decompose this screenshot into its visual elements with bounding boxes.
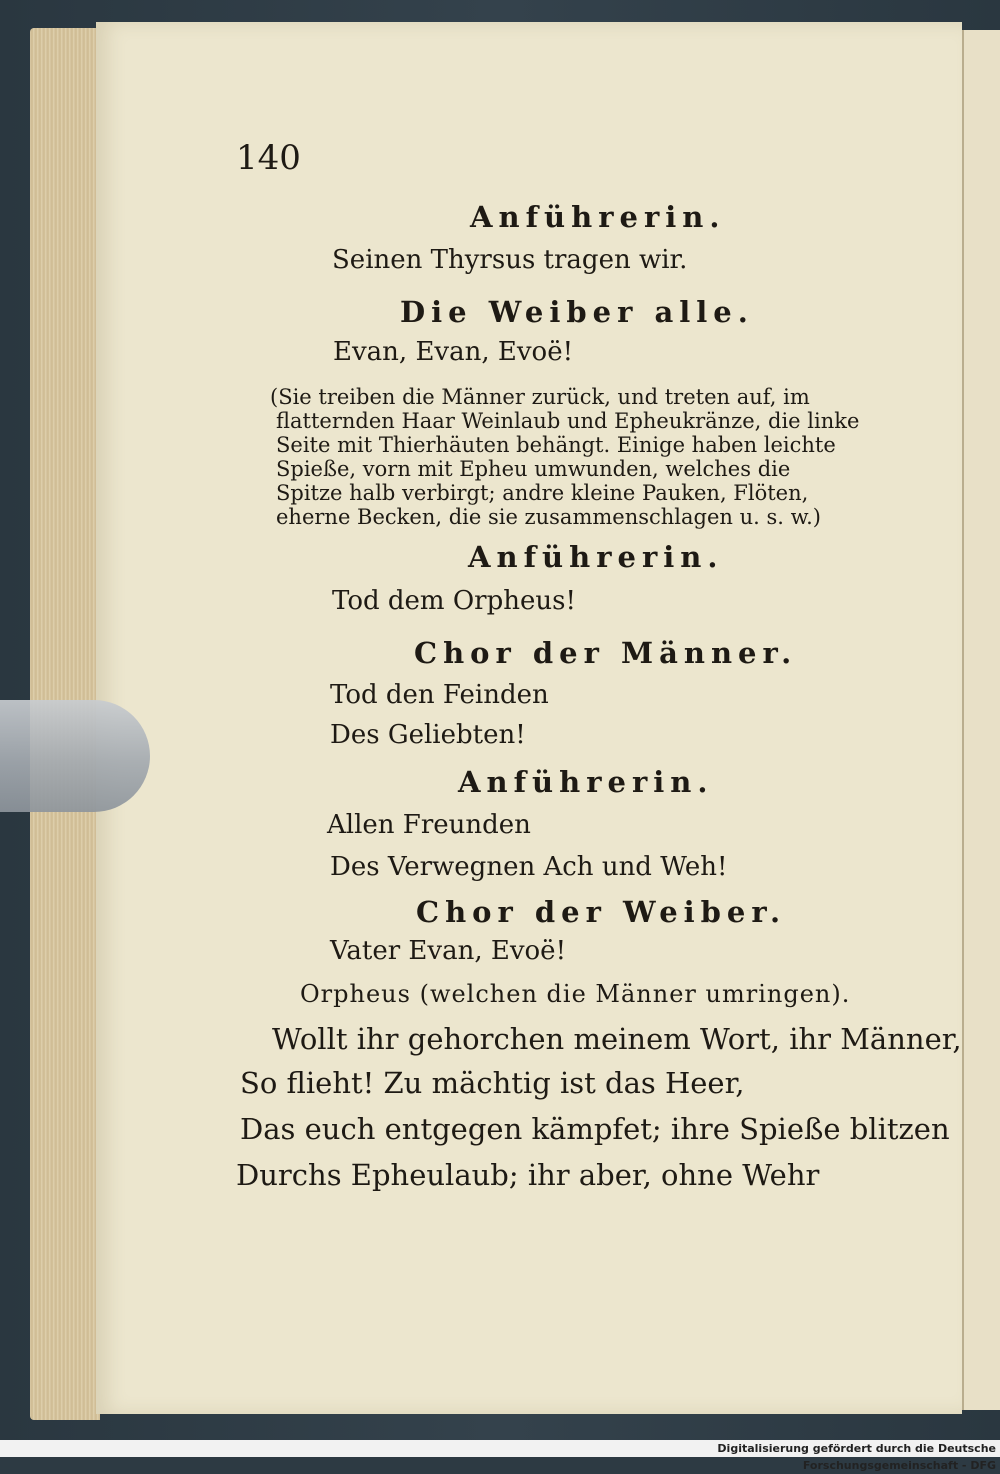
stage-direction-line: Spitze halb verbirgt; andre kleine Pauken, Flöten, xyxy=(276,481,809,505)
verse-line-large: Durchs Epheulaub; ihr aber, ohne Wehr xyxy=(236,1158,820,1192)
speaker-heading: Die Weiber alle. xyxy=(400,295,754,329)
verse-line: Des Verwegnen Ach und Weh! xyxy=(330,852,728,882)
verse-line: Vater Evan, Evoë! xyxy=(330,936,567,966)
verse-line: Des Geliebten! xyxy=(330,720,526,750)
speaker-with-direction: Orpheus (welchen die Männer umringen). xyxy=(300,980,851,1008)
speaker-heading: Anführerin. xyxy=(470,200,726,234)
stage-direction-line: (Sie treiben die Männer zurück, und treten auf, im xyxy=(270,385,810,409)
speaker-heading: Chor der Männer. xyxy=(414,636,798,670)
stage-direction-line: Spieße, vorn mit Epheu umwunden, welches die xyxy=(276,457,791,481)
verse-line: Tod den Feinden xyxy=(330,680,549,710)
stage-direction-line: flatternden Haar Weinlaub und Epheukränze, die linke xyxy=(276,409,860,433)
verse-line-large: Das euch entgegen kämpfet; ihre Spieße blitzen xyxy=(240,1112,950,1146)
funding-credit: Digitalisierung gefördert durch die Deutsche Forschungsgemeinschaft - DFG xyxy=(608,1440,1000,1457)
verse-line: Evan, Evan, Evoë! xyxy=(333,337,574,367)
stage-direction-line: eherne Becken, die sie zusammenschlagen u. s. w.) xyxy=(276,505,821,529)
stage-direction-line: Seite mit Thierhäuten behängt. Einige haben leichte xyxy=(276,433,836,457)
verse-line: Allen Freunden xyxy=(327,810,531,840)
page-number: 140 xyxy=(236,138,301,178)
page-clip-icon xyxy=(0,700,150,812)
verse-line: Seinen Thyrsus tragen wir. xyxy=(332,245,688,275)
verse-line: Tod dem Orpheus! xyxy=(332,586,576,616)
speaker-heading: Anführerin. xyxy=(468,540,724,574)
speaker-heading: Anführerin. xyxy=(458,765,714,799)
speaker-heading: Chor der Weiber. xyxy=(416,895,787,929)
verse-line-large: Wollt ihr gehorchen meinem Wort, ihr Männer, xyxy=(272,1022,962,1056)
verse-line-large: So flieht! Zu mächtig ist das Heer, xyxy=(240,1066,745,1100)
facing-page-edge xyxy=(962,30,1000,1410)
